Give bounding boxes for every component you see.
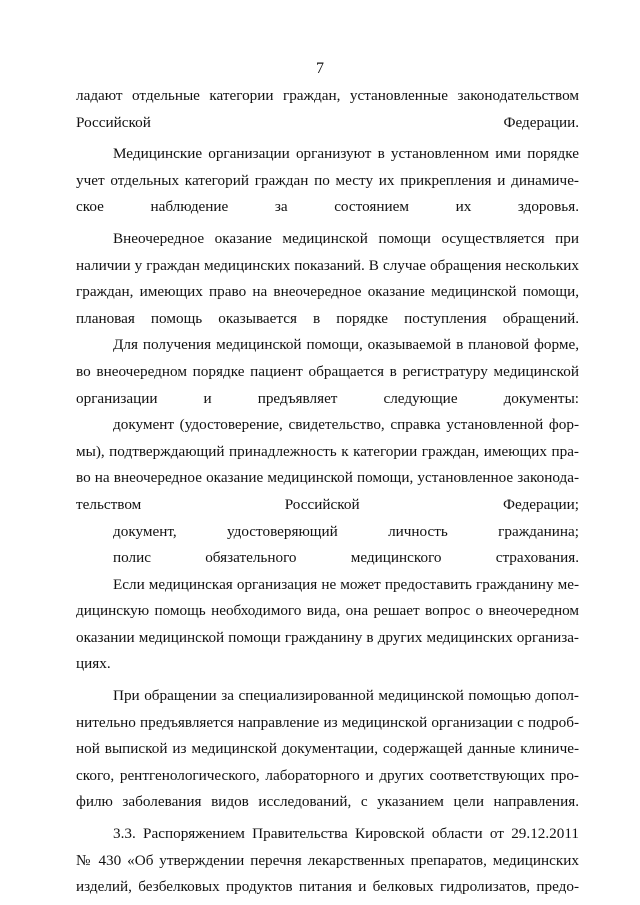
text-line: организации и предъявляет следующие документы:	[76, 389, 579, 407]
text-line: полис обязательного медицинского страхования.	[113, 549, 579, 567]
text-line: документ (удостоверение, свидетельство, справка установленной фор-	[113, 416, 579, 434]
text-line: во на внеочередное оказание медицинской помощи, установленное законода-	[76, 469, 579, 487]
text-line: оказании медицинской помощи гражданину в других медицинских организа-	[76, 628, 579, 646]
list-item-category-document	[76, 412, 579, 518]
text-line: ского, рентгенологического, лабораторного и других соответствующих про-	[76, 766, 579, 784]
text-line: дицинскую помощь необходимого вида, она решает вопрос о внеочередном	[76, 602, 579, 620]
document-body	[76, 83, 579, 901]
text-line: во внеочередном порядке пациент обращается в регистратуру медицинской	[76, 362, 579, 380]
paragraph-registration	[76, 141, 579, 221]
text-line: плановая помощь оказывается в порядке поступления обращений.	[76, 309, 579, 327]
text-line: При обращении за специализированной медицинской помощью допол-	[113, 687, 579, 705]
list-item-identity-document	[76, 519, 579, 546]
text-line: Внеочередное оказание медицинской помощи осуществляется при	[113, 229, 579, 247]
text-line: Для получения медицинской помощи, оказываемой в плановой форме,	[113, 336, 579, 354]
text-line: документ, удостоверяющий личность гражданина;	[113, 522, 579, 540]
paragraph-documents-intro	[76, 332, 579, 412]
text-line: тельством Российской Федерации;	[76, 495, 579, 513]
text-line: граждан, имеющих право на внеочередное оказание медицинской помощи,	[76, 283, 579, 301]
text-line: нительно предъявляется направление из медицинской организации с подроб-	[76, 713, 579, 731]
page-number: 7	[316, 60, 324, 77]
paragraph-other-organizations	[76, 572, 579, 678]
text-line: № 430 «Об утверждении перечня лекарственных препаратов, медицинских	[76, 851, 579, 869]
text-line: 3.3. Распоряжением Правительства Кировской области от 29.12.2011	[113, 825, 579, 843]
paragraph-section-3-3	[76, 821, 579, 901]
text-line: мы), подтверждающий принадлежность к категории граждан, имеющих пра-	[76, 442, 579, 460]
text-line: ной выпиской из медицинской документации, содержащей данные клиниче-	[76, 740, 579, 758]
text-line: учет отдельных категорий граждан по месту их прикрепления и динамиче-	[76, 171, 579, 189]
text-line: Российской Федерации.	[76, 113, 579, 131]
list-item-insurance-policy	[76, 545, 579, 572]
text-line: Если медицинская организация не может предоставить гражданину ме-	[113, 575, 579, 593]
text-line: филю заболевания видов исследований, с указанием цели направления.	[76, 793, 579, 811]
text-line: ладают отдельные категории граждан, установленные законодательством	[76, 87, 579, 104]
paragraph-priority-care	[76, 226, 579, 332]
text-line: циях.	[76, 655, 111, 673]
paragraph-continuation	[76, 83, 579, 136]
text-line: Медицинские организации организуют в установленном ими порядке	[113, 145, 579, 163]
text-line: изделий, безбелковых продуктов питания и белковых гидролизатов, предо-	[76, 878, 579, 896]
text-line: ское наблюдение за состоянием их здоровья.	[76, 198, 579, 216]
paragraph-specialized-care	[76, 683, 579, 816]
text-line: наличии у граждан медицинских показаний. В случае обращения нескольких	[76, 256, 579, 274]
